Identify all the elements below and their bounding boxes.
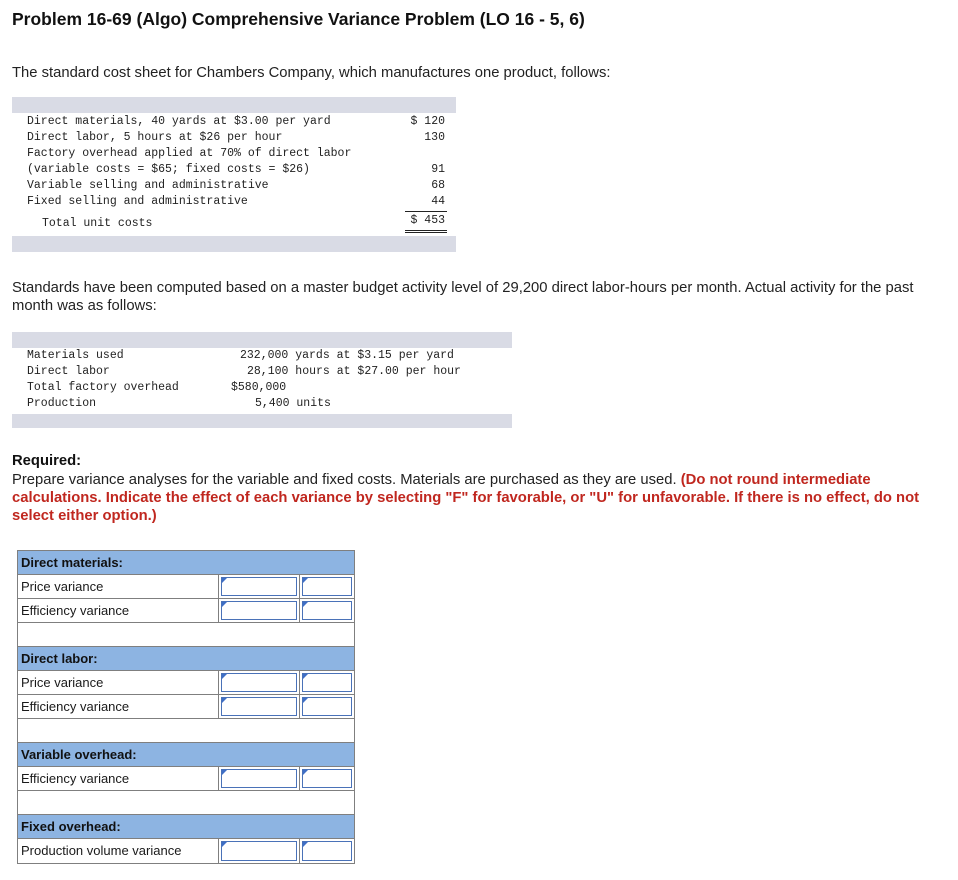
- cost-line-fixed-selling: Fixed selling and administrative: [27, 195, 248, 208]
- table-row: [18, 839, 354, 863]
- cost-line-variable-selling: Variable selling and administrative: [27, 179, 269, 192]
- amount-variable-selling: 68: [431, 179, 445, 192]
- row-label: Efficiency variance: [18, 599, 219, 622]
- dm-price-variance-amount-input[interactable]: [221, 577, 297, 596]
- input-marker-icon: [303, 842, 308, 847]
- cost-line-direct-materials: Direct materials, 40 yards at $3.00 per yard: [27, 115, 331, 128]
- dm-price-variance-effect-select[interactable]: [302, 577, 352, 596]
- section-direct-labor: [18, 647, 354, 671]
- cost-line-total: Total unit costs: [42, 217, 153, 230]
- actual-value-labor: 28,100 hours at $27.00 per hour: [247, 365, 461, 378]
- required-instruction: (Do not round intermediate calculations. Indicate the effect of each variance by selecting "F" for favorable, or "U" for unfavorable. If there is no effect, do not select either option.): [12, 472, 920, 524]
- spacer-cell: [18, 623, 219, 646]
- variance-answer-table: [17, 550, 355, 864]
- intro-text: The standard cost sheet for Chambers Company, which manufactures one product, follows:: [12, 65, 611, 81]
- spacer-row: [18, 791, 354, 815]
- cost-sheet-bottom-band: [12, 236, 456, 252]
- vo-efficiency-variance-effect-select[interactable]: [302, 769, 352, 788]
- actual-value-overhead: $580,000: [231, 381, 287, 394]
- row-label: Efficiency variance: [18, 767, 219, 790]
- actual-bottom-band: [12, 414, 512, 428]
- section-label: Direct labor:: [21, 651, 98, 666]
- input-marker-icon: [222, 842, 227, 847]
- dl-efficiency-variance-amount-input[interactable]: [221, 697, 297, 716]
- spacer-cell: [18, 791, 219, 814]
- actual-top-band: [12, 332, 512, 348]
- row-label: Efficiency variance: [18, 695, 219, 718]
- row-label: Production volume variance: [18, 839, 219, 863]
- input-marker-icon: [303, 602, 308, 607]
- dl-price-variance-effect-select[interactable]: [302, 673, 352, 692]
- row-label: Price variance: [18, 671, 219, 694]
- input-marker-icon: [222, 578, 227, 583]
- fo-volume-variance-amount-input[interactable]: [221, 841, 297, 861]
- cost-line-direct-labor: Direct labor, 5 hours at $26 per hour: [27, 131, 283, 144]
- amount-factory-overhead: 91: [431, 163, 445, 176]
- input-marker-icon: [303, 674, 308, 679]
- cost-line-factory-overhead: Factory overhead applied at 70% of direct labor: [27, 147, 352, 160]
- input-marker-icon: [222, 770, 227, 775]
- input-marker-icon: [222, 674, 227, 679]
- required-text: [12, 471, 952, 525]
- amount-fixed-selling: 44: [431, 195, 445, 208]
- table-row: [18, 575, 354, 599]
- cost-sheet-top-band: [12, 97, 456, 113]
- dl-price-variance-amount-input[interactable]: [221, 673, 297, 692]
- dm-efficiency-variance-amount-input[interactable]: [221, 601, 297, 620]
- amount-direct-labor: 130: [424, 131, 445, 144]
- dl-efficiency-variance-effect-select[interactable]: [302, 697, 352, 716]
- actual-label-production: Production: [27, 397, 97, 410]
- section-label: Direct materials:: [21, 555, 123, 570]
- total-double-rule: [405, 230, 447, 233]
- section-fixed-overhead: [18, 815, 354, 839]
- cost-line-overhead-detail: (variable costs = $65; fixed costs = $26): [27, 163, 310, 176]
- input-marker-icon: [222, 698, 227, 703]
- standards-text: Standards have been computed based on a master budget activity level of 29,200 direct labor-hours per month. Actual activity for the past month was as follows:: [12, 280, 914, 314]
- section-direct-materials: [18, 551, 354, 575]
- actual-value-materials: 232,000 yards at $3.15 per yard: [240, 349, 454, 362]
- input-marker-icon: [222, 602, 227, 607]
- required-body: Prepare variance analyses for the variable and fixed costs. Materials are purchased as they are used.: [12, 472, 677, 488]
- subtotal-rule: [405, 211, 447, 212]
- section-variable-overhead: [18, 743, 354, 767]
- spacer-row: [18, 719, 354, 743]
- table-row: [18, 599, 354, 623]
- spacer-row: [18, 623, 354, 647]
- amount-direct-materials: $ 120: [410, 115, 445, 128]
- spacer-cell: [18, 719, 219, 742]
- row-label: Price variance: [18, 575, 219, 598]
- actual-label-overhead: Total factory overhead: [27, 381, 179, 394]
- table-row: [18, 695, 354, 719]
- input-marker-icon: [303, 698, 308, 703]
- input-marker-icon: [303, 770, 308, 775]
- dm-efficiency-variance-effect-select[interactable]: [302, 601, 352, 620]
- actual-value-production: 5,400 units: [255, 397, 331, 410]
- input-marker-icon: [303, 578, 308, 583]
- section-label: Variable overhead:: [21, 747, 137, 762]
- section-label: Fixed overhead:: [21, 819, 121, 834]
- amount-total: $ 453: [410, 214, 445, 227]
- problem-title: Problem 16-69 (Algo) Comprehensive Variance Problem (LO 16 - 5, 6): [12, 9, 585, 29]
- fo-volume-variance-effect-select[interactable]: [302, 841, 352, 861]
- vo-efficiency-variance-amount-input[interactable]: [221, 769, 297, 788]
- table-row: [18, 671, 354, 695]
- actual-label-labor: Direct labor: [27, 365, 110, 378]
- required-heading: Required:: [12, 453, 82, 469]
- actual-label-materials: Materials used: [27, 349, 124, 362]
- table-row: [18, 767, 354, 791]
